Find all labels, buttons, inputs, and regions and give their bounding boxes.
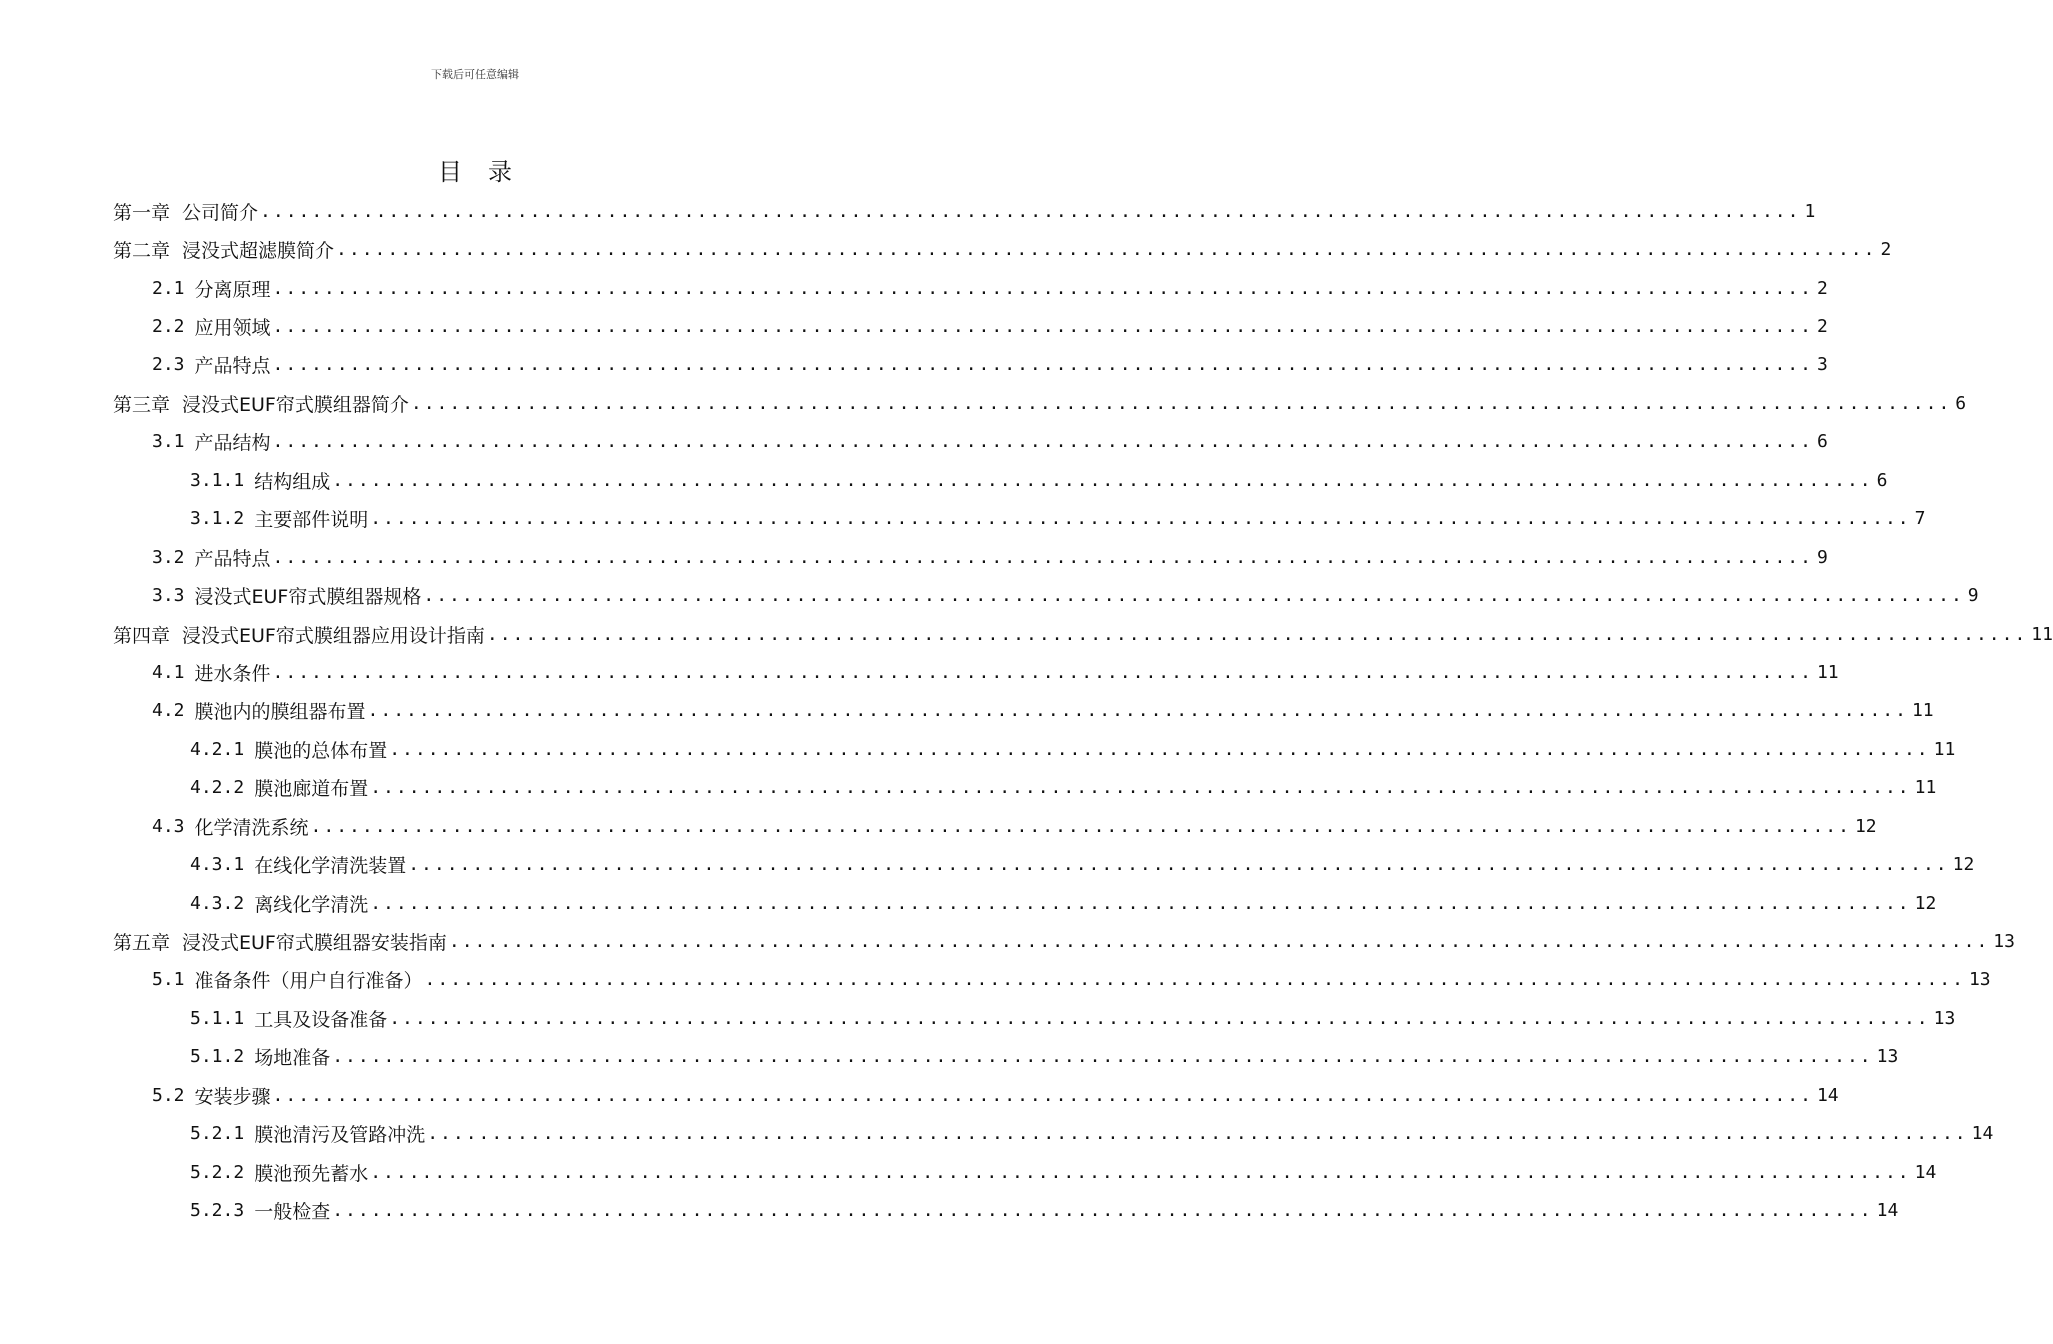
toc-entry[interactable] xyxy=(0,346,1828,384)
toc-entry-page: 12 xyxy=(1914,892,1937,914)
toc-entry-number: 3.1.2 xyxy=(190,508,245,530)
toc-entry[interactable] xyxy=(0,1115,1994,1153)
toc-entry-title: 浸没式EUF帘式膜组器应用设计指南 xyxy=(182,624,485,647)
toc-entry-page: 11 xyxy=(1914,777,1937,799)
toc-entry[interactable] xyxy=(0,653,1839,691)
toc-dot-leader: ........................................................................................................................ xyxy=(272,277,1813,299)
toc-entry-page: 13 xyxy=(1933,1007,1956,1029)
toc-dot-leader: ........................................................................................................................ xyxy=(272,431,1813,453)
toc-dot-leader: ........................................................................................................................ xyxy=(332,1046,1873,1068)
toc-entry-title: 浸没式EUF帘式膜组器简介 xyxy=(182,393,409,416)
toc-entry-page: 14 xyxy=(1971,1123,1994,1145)
toc-entry-number: 2.1 xyxy=(152,277,185,299)
toc-entry-number: 4.1 xyxy=(152,661,185,683)
toc-entry[interactable] xyxy=(0,576,1979,614)
toc-entry-title: 结构组成 xyxy=(254,470,331,493)
toc-dot-leader: ........................................................................................................................ xyxy=(272,1084,1813,1106)
toc-entry-title: 分离原理 xyxy=(194,278,271,301)
toc-dot-leader: ........................................................................................................................ xyxy=(410,392,1952,414)
toc-entry-title: 一般检查 xyxy=(254,1201,331,1224)
toc-entry-title: 膜池清污及管路冲洗 xyxy=(254,1124,426,1147)
toc-entry-number: 2.3 xyxy=(152,354,185,376)
toc-entry-page: 13 xyxy=(1968,969,1991,991)
toc-entry-page: 2 xyxy=(1816,277,1828,299)
toc-entry-page: 6 xyxy=(1955,392,1967,414)
toc-entry[interactable] xyxy=(0,692,1934,730)
toc-dot-leader: ........................................................................................................................ xyxy=(272,316,1813,338)
toc-entry-number: 5.2.1 xyxy=(190,1123,245,1145)
toc-entry-number: 5.2.2 xyxy=(190,1161,245,1183)
toc-entry-page: 12 xyxy=(1854,815,1877,837)
toc-entry-page: 2 xyxy=(1816,316,1828,338)
toc-dot-leader: ........................................................................................................................ xyxy=(427,1123,1968,1145)
toc-entry-number: 4.2.1 xyxy=(190,738,245,760)
toc-entry-title: 在线化学清洗装置 xyxy=(254,855,407,878)
toc-entry-title: 产品结构 xyxy=(194,432,271,455)
toc-entry-number: 3.1.1 xyxy=(190,469,245,491)
toc-entry-page: 14 xyxy=(1816,1084,1839,1106)
toc-entry-number: 第四章 xyxy=(113,624,171,647)
toc-entry[interactable] xyxy=(0,615,2053,653)
toc-entry[interactable] xyxy=(0,500,1926,538)
toc-entry-number: 5.1 xyxy=(152,969,185,991)
toc-entry-number: 3.2 xyxy=(152,546,185,568)
toc-dot-leader: ........................................................................................................................ xyxy=(423,585,1964,607)
toc-entry-title: 膜池廊道布置 xyxy=(254,778,369,801)
toc-title: 目录 xyxy=(438,158,538,186)
toc-entry[interactable] xyxy=(0,807,1877,845)
toc-dot-leader: ........................................................................................................................ xyxy=(424,969,1965,991)
toc-entry-title: 工具及设备准备 xyxy=(254,1008,388,1031)
toc-dot-leader: ........................................................................................................................ xyxy=(486,623,2028,645)
toc-entry-number: 2.2 xyxy=(152,316,185,338)
toc-entry[interactable] xyxy=(0,538,1828,576)
toc-entry[interactable] xyxy=(0,845,1975,883)
toc-entry[interactable] xyxy=(0,461,1888,499)
toc-dot-leader: ........................................................................................................................ xyxy=(370,892,1911,914)
toc-entry-number: 3.1 xyxy=(152,431,185,453)
toc-entry[interactable] xyxy=(0,769,1937,807)
toc-list xyxy=(0,192,2053,1230)
toc-entry-title: 场地准备 xyxy=(254,1047,331,1070)
toc-entry-page: 11 xyxy=(1816,661,1839,683)
toc-entry-number: 5.1.1 xyxy=(190,1007,245,1029)
header-note: 下载后可任意编辑 xyxy=(431,68,519,81)
toc-entry-title: 准备条件（用户自行准备） xyxy=(194,970,423,993)
toc-entry-number: 第五章 xyxy=(113,932,171,955)
toc-entry-title: 化学清洗系统 xyxy=(194,816,309,839)
toc-entry-page: 9 xyxy=(1967,585,1979,607)
toc-entry-page: 11 xyxy=(2031,623,2053,645)
toc-entry-page: 2 xyxy=(1880,239,1892,261)
toc-entry[interactable] xyxy=(0,961,1991,999)
toc-entry-number: 4.2.2 xyxy=(190,777,245,799)
toc-entry[interactable] xyxy=(0,884,1937,922)
toc-dot-leader: ........................................................................................................................ xyxy=(272,546,1813,568)
toc-entry-number: 3.3 xyxy=(152,585,185,607)
toc-entry-title: 浸没式EUF帘式膜组器安装指南 xyxy=(182,932,447,955)
toc-dot-leader: ........................................................................................................................ xyxy=(408,854,1949,876)
toc-entry[interactable] xyxy=(0,1153,1937,1191)
toc-entry-page: 11 xyxy=(1911,700,1934,722)
toc-entry-number: 第一章 xyxy=(113,201,171,224)
toc-entry[interactable] xyxy=(0,999,1956,1037)
toc-entry-page: 13 xyxy=(1993,931,2015,953)
toc-entry[interactable] xyxy=(0,384,1967,422)
toc-entry-title: 主要部件说明 xyxy=(254,509,369,532)
toc-dot-leader: ........................................................................................................................ xyxy=(389,738,1930,760)
toc-entry-page: 14 xyxy=(1876,1200,1899,1222)
toc-entry-title: 离线化学清洗 xyxy=(254,893,369,916)
toc-entry-title: 产品特点 xyxy=(194,355,271,378)
toc-entry[interactable] xyxy=(0,307,1828,345)
toc-entry-page: 12 xyxy=(1952,854,1975,876)
toc-entry-page: 6 xyxy=(1876,469,1888,491)
toc-entry-number: 4.2 xyxy=(152,700,185,722)
toc-dot-leader: ........................................................................................................................ xyxy=(272,354,1813,376)
toc-entry[interactable] xyxy=(0,269,1828,307)
toc-entry[interactable] xyxy=(0,423,1828,461)
toc-entry[interactable] xyxy=(0,1038,1899,1076)
toc-entry-number: 4.3 xyxy=(152,815,185,837)
toc-entry-title: 膜池内的膜组器布置 xyxy=(194,701,366,724)
toc-entry[interactable] xyxy=(0,922,2015,960)
toc-entry-number: 5.2.3 xyxy=(190,1200,245,1222)
toc-entry-number: 第二章 xyxy=(113,240,171,263)
toc-entry-number: 5.1.2 xyxy=(190,1046,245,1068)
toc-entry[interactable] xyxy=(0,730,1956,768)
toc-dot-leader: ........................................................................................................................ xyxy=(448,931,1990,953)
toc-entry-number: 4.3.1 xyxy=(190,854,245,876)
toc-entry-page: 7 xyxy=(1914,508,1926,530)
toc-entry[interactable] xyxy=(0,192,1816,230)
toc-entry-title: 产品特点 xyxy=(194,547,271,570)
toc-dot-leader: ........................................................................................................................ xyxy=(332,1200,1873,1222)
toc-entry-page: 3 xyxy=(1816,354,1828,376)
toc-entry[interactable] xyxy=(0,230,1892,268)
toc-entry-number: 4.3.2 xyxy=(190,892,245,914)
toc-dot-leader: ........................................................................................................................ xyxy=(272,661,1813,683)
toc-dot-leader: ........................................................................................................................ xyxy=(310,815,1851,837)
toc-entry-title: 膜池预先蓄水 xyxy=(254,1162,369,1185)
toc-entry-title: 应用领域 xyxy=(194,317,271,340)
toc-entry-number: 第三章 xyxy=(113,393,171,416)
toc-entry-title: 浸没式EUF帘式膜组器规格 xyxy=(194,586,422,609)
toc-dot-leader: ........................................................................................................................ xyxy=(370,777,1911,799)
toc-entry-page: 1 xyxy=(1804,200,1816,222)
toc-dot-leader: ........................................................................................................................ xyxy=(370,508,1911,530)
toc-entry-page: 14 xyxy=(1914,1161,1937,1183)
toc-dot-leader: ........................................................................................................................ xyxy=(389,1007,1930,1029)
toc-dot-leader: ........................................................................................................................ xyxy=(336,239,1877,261)
toc-entry[interactable] xyxy=(0,1076,1839,1114)
toc-entry-page: 6 xyxy=(1816,431,1828,453)
toc-entry-title: 膜池的总体布置 xyxy=(254,739,388,762)
toc-entry-page: 13 xyxy=(1876,1046,1899,1068)
toc-dot-leader: ........................................................................................................................ xyxy=(367,700,1908,722)
toc-dot-leader: ........................................................................................................................ xyxy=(370,1161,1911,1183)
toc-entry-title: 公司简介 xyxy=(182,201,259,224)
toc-entry[interactable] xyxy=(0,1191,1899,1229)
toc-dot-leader: ........................................................................................................................ xyxy=(260,200,1801,222)
toc-entry-page: 9 xyxy=(1816,546,1828,568)
toc-entry-title: 浸没式超滤膜简介 xyxy=(182,240,335,263)
toc-entry-page: 11 xyxy=(1933,738,1956,760)
toc-dot-leader: ........................................................................................................................ xyxy=(332,469,1873,491)
toc-entry-title: 进水条件 xyxy=(194,662,271,685)
toc-entry-number: 5.2 xyxy=(152,1084,185,1106)
toc-entry-title: 安装步骤 xyxy=(194,1085,271,1108)
